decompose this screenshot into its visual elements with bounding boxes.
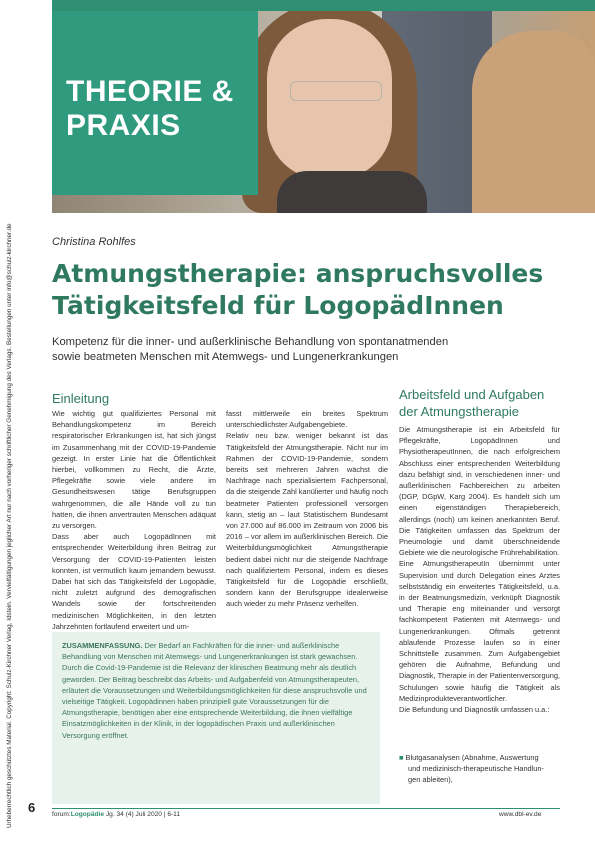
- section-tag-line1: THEORIE &: [66, 75, 234, 108]
- photo-foreground-person: [472, 31, 595, 213]
- intro-paragraph-2: Dass aber auch LogopädInnen mit entsprechender Weiterbildung ihren Beitrag zur Versorgung der COVID-19-Patienten leisten konnten, ist vermutlich kaum jemandem bewusst. Dabei hat sich das Tätigkeitsfeld der Logopädie, nicht zuletzt aufgrund des demografischen Wandels sowie der fortschreitenden medizinischen Möglichkeiten, in den letzten Jahrzehnten fortlaufend erweitert und um-: [52, 532, 216, 631]
- field-heading-line1: Arbeitsfeld und Aufgaben: [399, 387, 545, 402]
- summary-box: [52, 632, 380, 804]
- photo-woman-shirt: [277, 171, 427, 213]
- field-bullet-item: [399, 752, 544, 763]
- field-bullet-list: [399, 752, 544, 785]
- intro-paragraph-3: fasst mittlerweile ein breites Spektrum unterschiedlichster Aufgabengebiete.: [226, 409, 388, 430]
- journal-prefix: forum:: [52, 811, 71, 818]
- bullet-text-line3: gen ableiten),: [408, 775, 453, 784]
- website-link[interactable]: www.dbl-ev.de: [499, 811, 542, 818]
- article-subtitle-line2: sowie beatmeten Menschen mit Atemwegs- und Lungenerkrankungen: [52, 351, 399, 363]
- field-paragraph-1: Die Atmungstherapie ist ein Arbeitsfeld für Pflegekräfte, LogopädInnen und PhysiotherapeutInnen, die nach erfolgreichem Abschluss einer entsprechenden Weiterbildung dazu befähigt sind, in verschiedenen inner- und außerklinischen Fachbereichen zu arbeiten (DGP, DGpW, Karg 2004). Es handelt sich um einen eigenständigen Therapiebereich, allerdings (noch) um keinen anerkannten Beruf. Die Tätigkeiten umfassen das Spektrum der Pneumologie und damit überschneidende Gebiete wie die neurologische Frührehabilitation.: [399, 425, 560, 558]
- author-name: Christina Rohlfes: [52, 236, 136, 248]
- bullet-text-line1: Blutgasanalysen (Abnahme, Auswertung: [405, 753, 539, 762]
- field-heading-line2: der Atmungstherapie: [399, 404, 519, 419]
- article-subtitle: [52, 335, 552, 365]
- intro-column-2: [226, 408, 388, 610]
- bullet-text-line2: und medizinisch-therapeutische Handlun-: [408, 764, 544, 773]
- section-tag-line2: PRAXIS: [66, 109, 181, 142]
- article-subtitle-line1: Kompetenz für die inner- und außerklinische Behandlung von spontanatmenden: [52, 336, 449, 348]
- field-heading: [399, 386, 569, 420]
- article-title-line1: Atmungstherapie: anspruchsvolles: [52, 259, 544, 288]
- journal-citation: [52, 811, 180, 818]
- field-paragraph-2: Eine AtmungstherapeutIn übernimmt unter Supervision und durch Delegation eines Arztes selbstständig ein erweitertes Tätigkeitsfeld, u.a. in der Beatmungsmedizin, verknüpft Diagnostik und Therapie eng miteinander und versorgt fachkompetent Patienten mit Atemwegs- und Lungenerkrankungen. Oftmals getrennt ablaufende Prozesse laufen so in einer Schnittstelle zusammen. Zum Aufgabengebiet gehören die Aufnahme, Befundung und Diagnostik, Therapie in der Patientenversorgung, Schulungen sowie häufig die Tätigkeit als Medizinprodukteverantwortlicher.: [399, 559, 560, 703]
- bullet-dot-icon: ■: [399, 753, 404, 762]
- intro-column-1: [52, 408, 216, 632]
- summary-body: Der Bedarf an Fachkräften für die inner- und außerklinische Behandlung von Menschen mit Atemwegs- und Lungenerkrankungen ist stark gewachsen. Durch die Covid-19-Pandemie ist die Relevanz der klinischen Beatmung mehr als deutlich geworden. Der Beitrag beschreibt das Arbeits- und Aufgabenfeld von Atmungstherapeuten, erläutert die Voraussetzungen und Weiterbildungsmöglichkeiten für diese anspruchsvolle und vielseitige Tätigkeit. Logopädinnen haben prinzipiell gute Voraussetzungen für die Atmungstherapie, benötigen aber eine entsprechende Weiterbildung, die ihnen vielfältige Einsatzmöglichkeiten in der Klinik, in der logopädischen Praxis und außerklinischen Versorgung eröffnet.: [62, 641, 367, 740]
- intro-paragraph-4: Relativ neu bzw. weniger bekannt ist das Tätigkeitsfeld der Atmungstherapie. Nicht nur im Rahmen der COVID-19-Pandemie, sondern bereits seit mehreren Jahren wächst die Nachfrage nach spezialisiertem Fachpersonal, da die steigende Zahl kanülierter und häufig noch beatmeter Patienten professionell versorgen kann, stetig an – laut Statistischem Bundesamt von 27.000 auf 86.000 im Zeitraum von 2006 bis 2016 – vor allem im außerklinischen Bereich. Die Weiterbildungsmöglichkeit Atmungstherapie bedient dabei nicht nur die steigende Nachfrage nach qualifiziertem Personal, indem es dieses Tätigkeitsfeld für die Logopädie erschließt, sondern kann der Berufsgruppe idealerweise auch wieder zu mehr Präsenz verhelfen.: [226, 431, 388, 609]
- photo-glasses: [290, 81, 382, 101]
- journal-name: Logopädie: [70, 811, 105, 818]
- header-accent-bar: [52, 0, 595, 11]
- copyright-side-note: Urheberrechtlich geschütztes Material. Copyright: Schulz-Kirchner Verlag, Idstein. Vervielfältigungen jeglicher Art nur nach vorheriger schriftlicher Genehmigung des Verlags. Bestellungen unter info@schulz-kirchner.de: [6, 223, 13, 828]
- page-number: 6: [28, 800, 36, 815]
- footer-divider: [52, 808, 560, 809]
- summary-text: [62, 640, 370, 741]
- summary-label: ZUSAMMENFASSUNG.: [62, 641, 143, 650]
- intro-paragraph-1: Wie wichtig gut qualifiziertes Personal mit Behandlungskompetenz im Bereich respiratorischer Erkrankungen ist, hat sich jüngst im Zusammenhang mit der COVID-19-Pandemie gezeigt. In erster Linie hat die Öffentlichkeit hierbei, vollkommen zu Recht, die Ärzte, Pflegekräfte sowie viele andere im Gesundheitswesen tätige Berufsgruppen wahrgenommen, die alle Hände voll zu tun hatten, die ihnen anvertrauten Menschen adäquat zu versorgen.: [52, 409, 216, 531]
- article-title: [52, 258, 572, 322]
- intro-heading: Einleitung: [52, 391, 110, 406]
- field-column: [399, 424, 560, 715]
- article-title-line2: Tätigkeitsfeld für LogopädInnen: [52, 291, 504, 320]
- journal-issue: Jg. 34 (4) Juli 2020 | 6-11: [104, 811, 181, 818]
- section-tag-box: [52, 11, 258, 195]
- field-paragraph-3: Die Befundung und Diagnostik umfassen u.a.:: [399, 705, 550, 715]
